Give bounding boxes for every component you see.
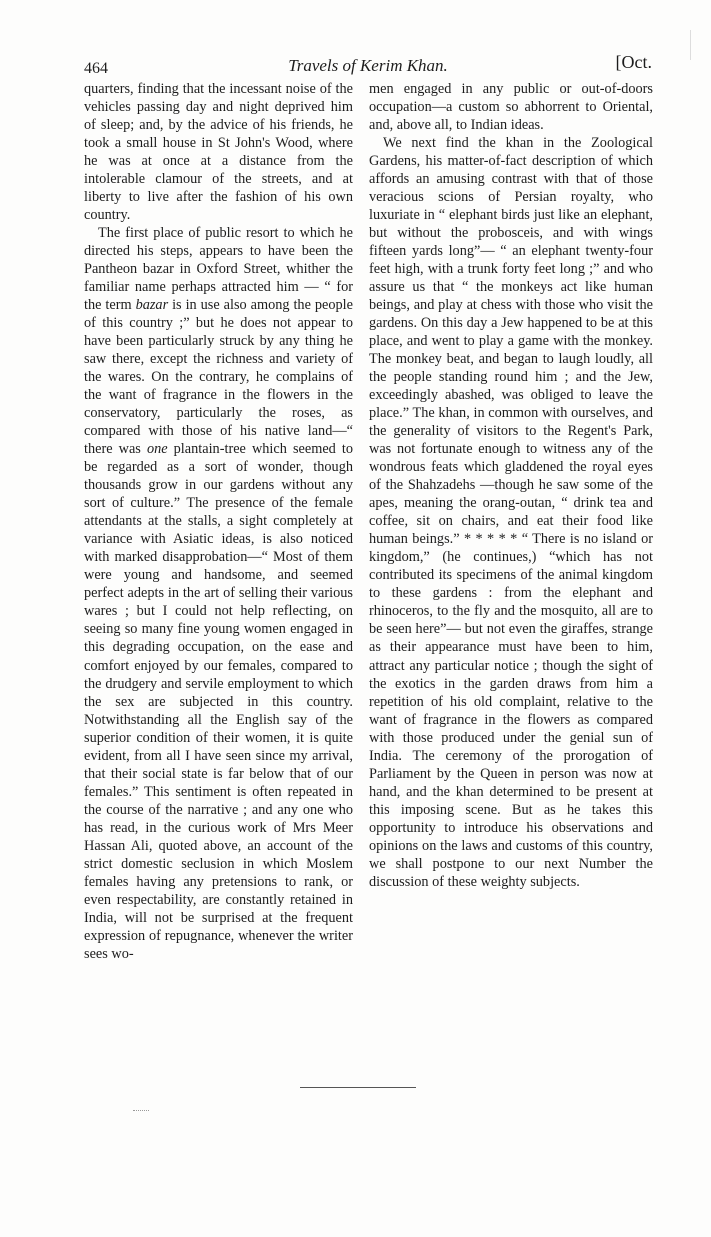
paragraph-text: is in use also among the people of this country ;” but he does not appear to have been particularly struck by any thing he saw there, except the richness and variety of the wares. On the contrary, he complains of the want of fragrance in the flowers in the conservatory, particularly the roses, as compared with those of his native land—“ there was — [84, 297, 353, 458]
running-month: [Oct. — [615, 52, 652, 72]
paragraph: men engaged in any public or out-of-doors occupation—a custom so abhorrent to Oriental, and, above all, to Indian ideas. — [369, 81, 653, 134]
page-header — [84, 52, 652, 82]
left-column — [84, 80, 353, 963]
paragraph: We next find the khan in the Zoological Gardens, his matter-of-fact description of which affords an amusing contrast with that of those veracious scions of Persian royalty, who luxuriate in “ elephant birds just like an elephant, but without the probosceis, and with wings fifteen yards long”— “ an elephant twenty-four feet high, with a trunk forty feet long ;” and who assure us that “ the monkeys act like human beings, and play at chess with those who visit the gardens. On this day a Jew happened to be at this place, and went to play a game with the monkey. The monkey beat, and began to laugh loudly, all the people standing round him ; and the Jew, exceedingly abashed, was obliged to leave the place.” The khan, in common with ourselves, and the generality of visitors to the Regent's Park, was not fortunate enough to witness any of the wondrous feats which gladdened the royal eyes of the Shahzadehs —though he saw some of the apes, meaning the orang-outan, “ drink tea and coffee, sit on chairs, and eat their food like human beings.” * * * * * “ There is no island or kingdom,” (he continues,) “which has not contributed its specimens of the animal kingdom to these gardens : from the elephant and rhinoceros, to the fly and the mosquito, all are to be seen here”— but not even the giraffes, strange as their appearance must have been to him, attract any particular notice ; though the sight of the exotics in the garden draws from him a repetition of his old complaint, relative to the want of fragrance in the flowers as compared with those produced under the genial sun of India. The ceremony of the prorogation of Parliament by the Queen in person was now at hand, and the khan determined to be present at this imposing scene. But as he takes this opportunity to introduce his observations and opinions on the laws and customs of this country, we shall postpone to our next Number the discussion of these weighty subjects. — [369, 135, 653, 890]
paragraph: quarters, finding that the incessant noise of the vehicles passing day and night deprived him of sleep; and, by the advice of his friends, he took a small house in St John's Wood, where he was at once at a distance from the intolerable clamour of the streets, and at liberty to live after the fashion of his own country. — [84, 81, 353, 224]
italic-word: one — [146, 441, 168, 458]
paragraph-text: plantain-tree which seemed to be regarded as a sort of wonder, though thousands grow in our gardens without any sort of culture.” The presence of the female attendants at the stalls, a sight completely at variance with Asiatic ideas, is also noticed with marked disapprobation—“ Most of them were young and handsome, and seemed perfect adepts in the art of selling their various wares ; but I could not help reflecting, on seeing so many fine young women engaged in this degrading occupation, on the ease and comfort enjoyed by our females, compared to the drudgery and servile employment to which the sex are subjected in this country. Notwithstanding all the English say of the superior condition of their women, it is quite evident, from all I have seen since my arrival, that their social state is far below that of our females.” This sentiment is often repeated in the course of the narrative ; and any one who has read, in the curious work of Mrs Meer Hassan Ali, quoted above, an account of the strict domestic seclusion in which Moslem females having any pretensions to rank, or even respectability, are constantly retained in India, will not be surprised at the frequent expression of repugnance, whenever the writer sees wo- — [84, 441, 353, 962]
right-column — [369, 80, 653, 891]
page-speck — [133, 1110, 149, 1111]
paragraph — [84, 224, 353, 963]
italic-word: bazar — [135, 297, 169, 314]
section-end-rule — [300, 1087, 416, 1088]
page-edge-mark — [690, 30, 693, 60]
running-title: Travels of Kerim Khan. — [288, 56, 448, 75]
paragraph-text: The first place of public resort to which he directed his steps, appears to have been the Pantheon bazar in Oxford Street, whither the familiar name perhaps attracted him — “ for the term — [84, 225, 353, 314]
page-number: 464 — [84, 60, 108, 77]
